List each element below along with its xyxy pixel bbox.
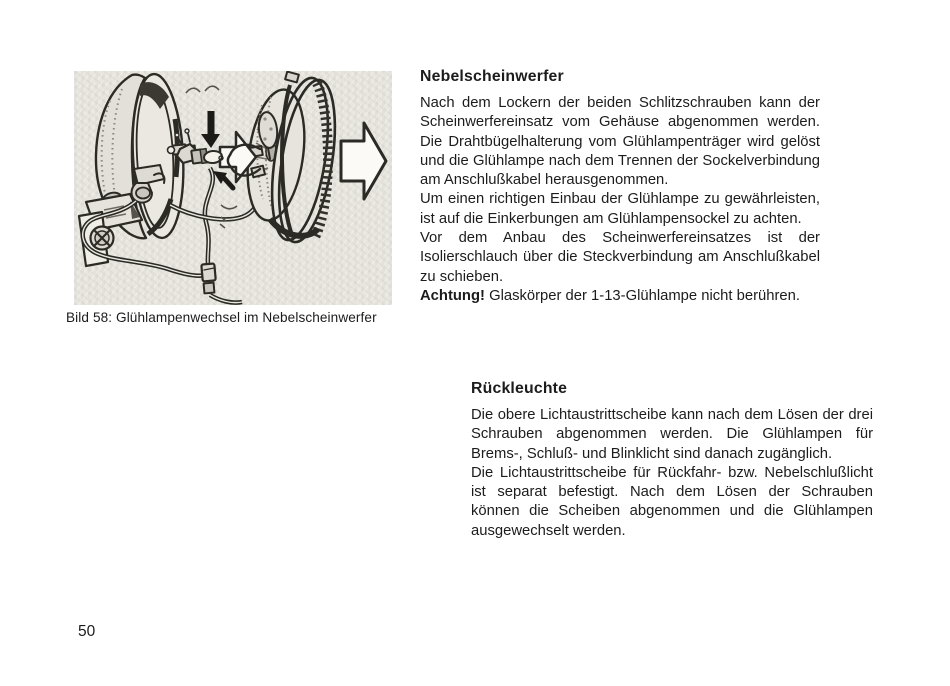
- paragraph: Die Lichtaustrittscheibe für Rückfahr- bzw. Nebelschlußlicht ist separat befestigt. Nach dem Lösen der Schrauben können die Scheiben abgenommen und die Glühlampen ausgewechselt werden.: [471, 464, 873, 539]
- paragraph: Nach dem Lockern der beiden Schlitzschrauben kann der Scheinwerfereinsatz vom Gehäuse abgenommen werden. Die Drahtbügelhalterung vom Glühlampenträger wird gelöst und die Glühlampe nach dem Trennen der Sockelverbindung am Anschlußkabel herausgenommen.: [420, 95, 820, 189]
- paragraph: Die obere Lichtaustrittscheibe kann nach dem Lösen der drei Schrauben abgenommen werden. Die Glühlampen für Brems-, Schluß- und Blinklicht sind danach zugänglich.: [471, 407, 873, 462]
- plug-connector: [201, 263, 215, 293]
- figure-bild-58: [74, 71, 392, 305]
- fog-lamp-illustration: [74, 71, 392, 305]
- paragraph: Um einen richtigen Einbau der Glühlampe zu gewährleisten, ist auf die Einkerbungen am Glühlampensockel zu achten.: [420, 191, 820, 227]
- lamp-housing: [79, 73, 195, 266]
- page-number: 50: [78, 623, 96, 640]
- paragraph: Vor dem Anbau des Scheinwerfereinsatzes ist der Isolierschlauch über die Steckverbindung am Anschlußkabel zu schieben.: [420, 230, 820, 285]
- press-down-arrow: [201, 111, 220, 148]
- section-heading-rueckleuchte: Rückleuchte: [471, 380, 568, 397]
- cable-pull-arrow: [213, 171, 233, 188]
- figure-caption: Bild 58: Glühlampenwechsel im Nebelscheinwerfer: [66, 310, 377, 325]
- section-heading-nebelscheinwerfer: Nebelscheinwerfer: [420, 68, 564, 85]
- removal-direction-arrow: [341, 123, 386, 199]
- warning-paragraph: [420, 287, 820, 306]
- warning-text: Glaskörper der 1-13-Glühlampe nicht berühren.: [489, 287, 800, 304]
- section-body-nebelscheinwerfer: [420, 94, 820, 306]
- warning-lead: Achtung!: [420, 287, 485, 304]
- section-body-rueckleuchte: [471, 406, 873, 541]
